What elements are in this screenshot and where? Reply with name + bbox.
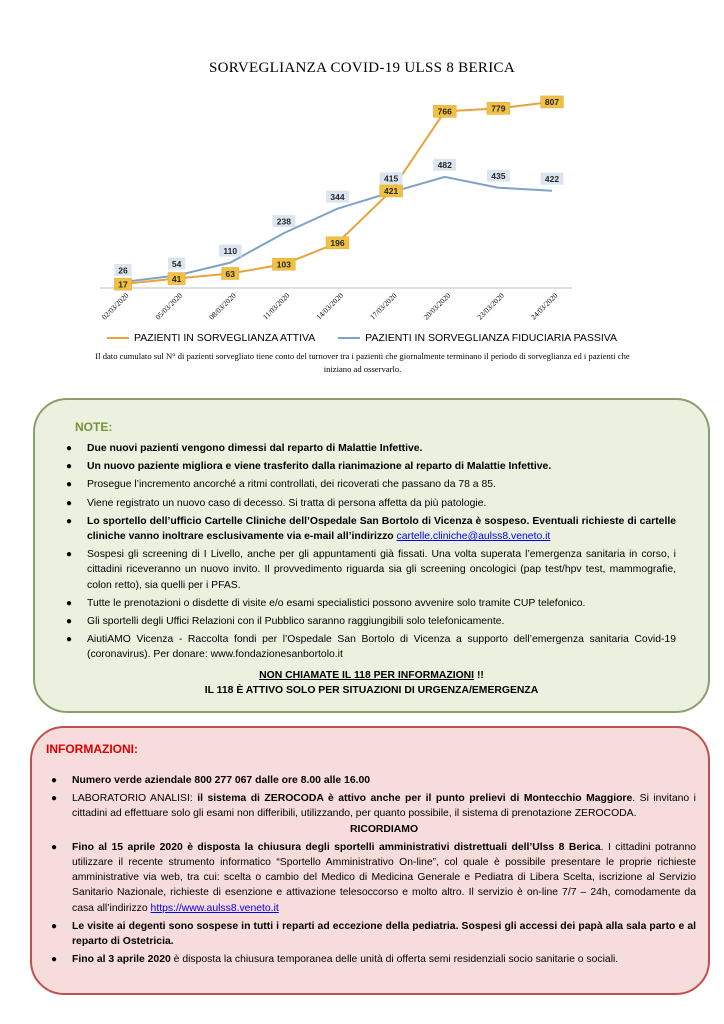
info-text-bold: Fino al 3 aprile 2020 <box>72 954 171 966</box>
ricordiamo-heading: RICORDIAMO <box>349 823 419 835</box>
note-item <box>61 477 676 492</box>
x-tick-label: 11/03/2020 <box>260 291 292 322</box>
bullet-icon: ● <box>66 497 73 509</box>
x-tick-label: 08/03/2020 <box>207 291 238 322</box>
note-text: Due nuovi pazienti vengono dimessi dal reparto di Malattie Infettive. <box>87 443 423 454</box>
data-label: 238 <box>276 216 291 227</box>
legend-item-active <box>107 332 315 344</box>
data-label: 63 <box>225 268 235 279</box>
info-item <box>46 952 696 967</box>
data-label: 26 <box>118 265 128 276</box>
data-label: 196 <box>330 238 345 249</box>
note-text: Sospesi gli screening di I Livello, anche per gli appuntamenti già fissati. Una volta superata l’emergenza sanitaria in corso, i cittadini riceveranno un nuovo invito. Il provvedimento riguarda sia gli screening oncologici (pap test/hpv test, mammografie, colon retto), sia quelli per i PFAS. <box>87 549 676 591</box>
x-tick-label: 05/03/2020 <box>153 291 185 322</box>
info-text-bold: Le visite ai degenti sono sospese in tutti i reparti ad eccezione della pediatria. Sospesi gli accessi dei papà alla sala parto e al reparto di Ostetricia. <box>72 920 696 948</box>
x-tick-label: 23/03/2020 <box>475 291 506 322</box>
chart-footnote: Il dato cumulato sul N° di pazienti sorvegliato tiene conto del turnover tra i pazienti che giornalmente terminano il periodo di sorveglianza ed i pazienti che iniziano ad osservarlo. <box>95 351 630 374</box>
data-label: 103 <box>276 259 291 270</box>
data-label: 415 <box>384 173 399 184</box>
legend-label-passive: PAZIENTI IN SORVEGLIANZA FIDUCIARIA PASSIVA <box>365 332 618 344</box>
data-label: 422 <box>544 173 560 184</box>
notes-box <box>33 398 710 713</box>
note-text: Prosegue l’incremento ancorché a ritmi controllati, dei ricoverati che passano da 78 a 85. <box>87 479 496 491</box>
bullet-icon: ● <box>51 920 58 932</box>
website-link[interactable]: https://www.aulss8.veneto.it <box>150 902 279 914</box>
bullet-icon: ● <box>66 443 73 454</box>
bullet-icon: ● <box>66 515 73 527</box>
info-box <box>30 726 710 995</box>
note-text: Un nuovo paziente migliora e viene trasferito dalla rianimazione al reparto di Malattie Infettive. <box>87 461 552 473</box>
data-label: 54 <box>171 258 182 269</box>
x-tick-label: 14/03/2020 <box>314 291 345 322</box>
note-item <box>61 614 676 629</box>
info-item <box>46 840 696 916</box>
email-link[interactable]: cartelle.cliniche@aulss8.veneto.it <box>396 531 551 543</box>
legend-label-active: PAZIENTI IN SORVEGLIANZA ATTIVA <box>133 332 316 344</box>
x-tick-label: 02/03/2020 <box>99 291 131 322</box>
chart-title: SORVEGLIANZA COVID-19 ULSS 8 BERICA <box>209 60 515 76</box>
bullet-icon: ● <box>51 841 58 853</box>
bullet-icon: ● <box>66 549 73 561</box>
data-label: 807 <box>544 97 560 108</box>
data-label: 766 <box>437 106 452 117</box>
note-item <box>61 547 676 593</box>
note-text: AiutiAMO Vicenza - Raccolta fondi per l’Ospedale San Bortolo di Vicenza a supporto dell’emergenza sanitaria Covid-19 (coronavirus). Per donare: www.fondazionesanbortolo.it <box>87 634 676 661</box>
legend-item-passive <box>338 332 617 344</box>
info-heading: INFORMAZIONI: <box>46 742 138 756</box>
bullet-icon: ● <box>66 597 73 609</box>
info-text: è disposta la chiusura temporanea delle unità di offerta semi residenziali socio sanitarie o sociali. <box>170 954 619 966</box>
warning-line-2: IL 118 È ATTIVO SOLO PER SITUAZIONI DI URGENZA/EMERGENZA <box>204 685 539 696</box>
bullet-icon: ● <box>51 793 58 805</box>
note-item <box>61 496 676 511</box>
line-chart <box>0 0 724 330</box>
data-label: 435 <box>491 170 506 181</box>
data-label: 41 <box>171 273 182 284</box>
note-text: Viene registrato un nuovo caso di decesso. Si tratta di persona affetta da più patologie. <box>87 497 487 509</box>
legend-swatch-passive <box>338 337 360 339</box>
x-tick-label: 17/03/2020 <box>368 291 399 322</box>
info-text: . I cittadini potranno utilizzare il recente strumento informatico “Sportello Amministrativo On-line”, col quale è possibile presentare le proprie richieste amministrative via web, tra cui: scelta o cambio del Medico di Medicina Generale e Pediatra di Libera Scelta, iscrizione al Servizio Sanitario Nazionale, richieste di esenzione e attivazione telesoccorso e molto altro. Il servizio è on-line 7/7 – 24h, comodamente da casa all’indirizzo <box>72 841 696 914</box>
info-text-bold: Fino al 15 aprile 2020 è disposta la chiusura degli sportelli amministrativi distrettuali dell’Ulss 8 Berica <box>72 841 601 853</box>
info-text: LABORATORIO ANALISI: <box>72 793 198 805</box>
note-item <box>61 459 676 474</box>
data-label: 421 <box>384 186 399 197</box>
x-tick-label: 20/03/2020 <box>421 291 453 322</box>
data-label: 482 <box>437 160 452 171</box>
bullet-icon: ● <box>66 634 73 646</box>
info-item <box>46 919 696 949</box>
note-text: Tutte le prenotazioni o disdette di visite e/o esami specialistici possono avvenire solo tramite CUP telefonico. <box>87 597 586 609</box>
chart-legend <box>0 330 724 344</box>
info-text: . Si invitano i cittadini ad effettuare solo gli esami non differibili, utilizzando, per quanto possibile, il sistema di prenotazione ZEROCODA. <box>72 793 696 820</box>
info-list <box>46 773 696 970</box>
bullet-icon: ● <box>66 461 73 473</box>
note-item <box>61 596 676 611</box>
x-tick-label: 24/03/2020 <box>528 291 560 322</box>
info-item <box>46 773 696 788</box>
note-item <box>61 514 676 544</box>
bullet-icon: ● <box>66 479 73 491</box>
bullet-icon: ● <box>51 775 58 786</box>
warning-line-1: NON CHIAMATE IL 118 PER INFORMAZIONI <box>259 670 475 681</box>
data-label: 110 <box>223 245 238 256</box>
data-label: 17 <box>118 279 128 290</box>
legend-swatch-active <box>107 337 129 339</box>
data-label: 779 <box>491 103 506 114</box>
note-item <box>61 632 676 662</box>
bullet-icon: ● <box>51 954 58 966</box>
note-text: Gli sportelli degli Uffici Relazioni con il Pubblico saranno raggiungibili solo telefonicamente. <box>87 616 505 628</box>
info-text-bold: il sistema di ZEROCODA è attivo anche per il punto prelievi di Montecchio Maggiore <box>197 793 633 805</box>
notes-list <box>61 441 676 666</box>
bullet-icon: ● <box>66 616 73 628</box>
emergency-warning <box>35 668 708 698</box>
info-text: Numero verde aziendale 800 277 067 dalle ore 8.00 alle 16.00 <box>72 775 371 786</box>
data-label: 344 <box>330 191 345 202</box>
warning-exclaim: !! <box>474 670 484 681</box>
notes-heading: NOTE: <box>75 420 113 434</box>
info-item <box>46 791 696 837</box>
note-text: Lo sportello dell’ufficio Cartelle Cliniche dell’Ospedale San Bortolo di Vicenza è sospeso. Eventuali richieste di cartelle cliniche vanno inoltrare esclusivamente via e-mail all’indirizzo <box>87 515 676 543</box>
note-item <box>61 441 676 456</box>
